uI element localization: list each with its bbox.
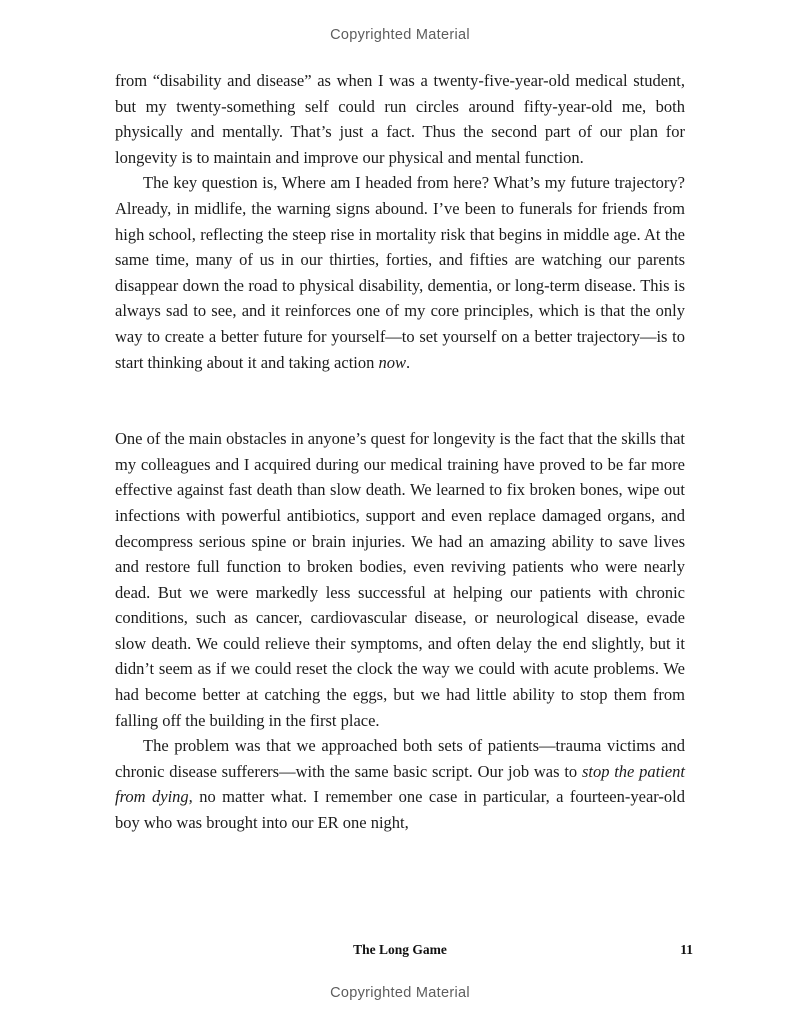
body-text	[115, 68, 685, 836]
paragraph	[115, 68, 685, 170]
text-run: from “disability and disease” as when I was a twenty-five-year-old medical student, but my twenty-something self could run circles around fifty-year-old me, both physically and mentally. That’s just a fact. Thus the second part of our plan for longevity is to maintain and improve our physical and mental function.	[115, 71, 685, 167]
copyrighted-material-top: Copyrighted Material	[330, 27, 470, 43]
text-run: no matter what. I remember one case in particular, a fourteen-year-old boy who was brought into our ER one night,	[115, 787, 686, 833]
paragraph	[115, 733, 685, 835]
text-run: The problem was that we approached both sets of patients—trauma victims and chronic disease sufferers—with the same basic script. Our job was to	[115, 736, 685, 781]
paragraph	[115, 426, 685, 733]
page-number: 11	[680, 942, 693, 957]
text-run: The key question is, Where am I headed from here? What’s my future trajectory? Already, in midlife, the warning signs abound. I’ve been to funerals for friends from high school, reflecting the steep rise in mortality risk that begins in middle age. At the same time, many of us in our thirties, forties, and fifties are watching our parents disappear down the road to physical disability, dementia, or long-term disease. This is always sad to see, and it reinforces one of my core principles, which is that the only way to create a better future for yourself—to set yourself on a better trajectory—is to start thinking about it and taking action	[115, 173, 685, 372]
page-footer	[115, 942, 693, 962]
italic-text-run: now	[378, 352, 407, 372]
copyrighted-material-bottom: Copyrighted Material	[330, 985, 470, 1001]
text-run: One of the main obstacles in anyone’s quest for longevity is the fact that the skills that my colleagues and I acquired during our medical training have proved to be far more effective against fast death than slow death. We learned to fix broken bones, wipe out infections with powerful antibiotics, support and even replace damaged organs, and decompress serious spine or brain injuries. We had an amazing ability to save lives and restore full function to broken bodies, even reviving patients who were nearly dead. But we were markedly less successful at helping our patients with chronic conditions, such as cancer, cardiovascular disease, or neurological disease, evade slow death. We could relieve their symptoms, and often delay the end slightly, but it didn’t seem as if we could reset the clock the way we could with acute problems. We had become better at catching the eggs, but we had little ability to stop them from falling off the building in the first place.	[115, 429, 685, 730]
italic-text-run: stop the patient from dying,	[115, 761, 685, 807]
running-title: The Long Game	[353, 942, 447, 957]
text-run: .	[406, 352, 411, 372]
paragraph	[115, 170, 685, 375]
